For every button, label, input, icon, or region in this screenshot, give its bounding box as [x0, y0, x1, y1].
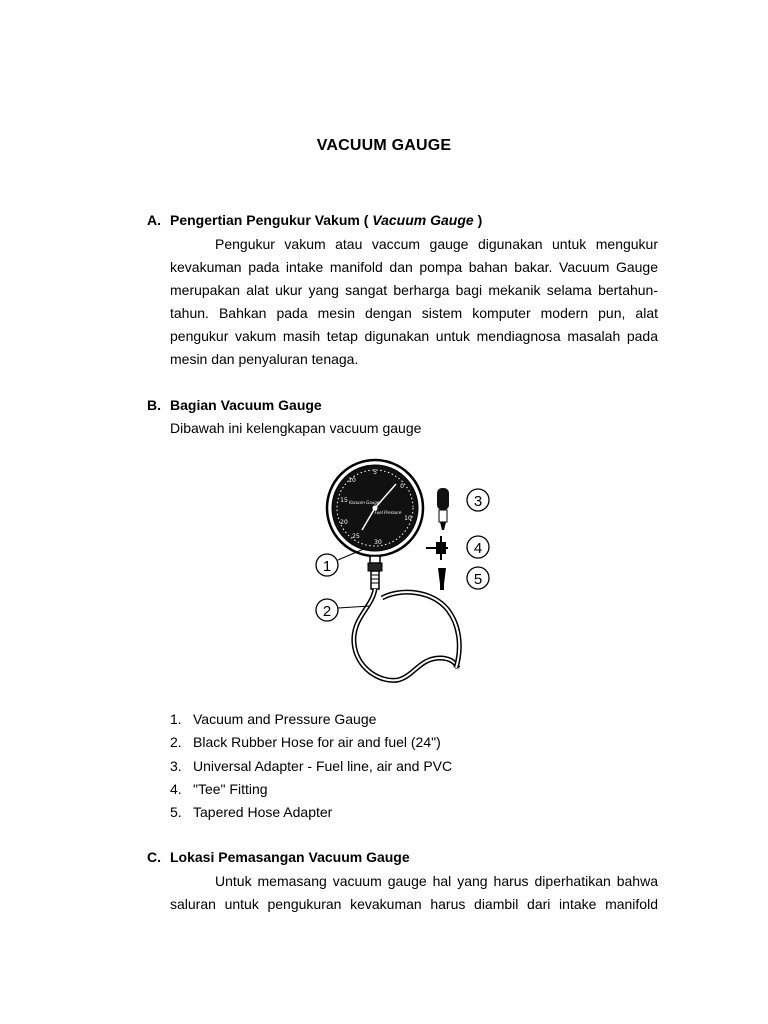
paragraph-line: Pengukur vakum atau vaccum gauge digunakan untuk mengukur [215, 236, 658, 252]
svg-text:4: 4 [473, 540, 483, 557]
dial-number: 10 [348, 477, 356, 484]
paragraph-line: pengukur vakum masih tetap digunakan untuk mendiagnosa masalah pada [170, 328, 658, 344]
gauge-dial [327, 460, 423, 556]
dial-number: 20 [340, 519, 348, 526]
dial-number: 25 [352, 533, 360, 540]
universal-adapter [437, 488, 449, 530]
tee-fitting [426, 536, 448, 560]
list-item: 1. Vacuum and Pressure Gauge [170, 711, 377, 727]
paragraph-line: Untuk memasang vacuum gauge hal yang harus diperhatikan bahwa [215, 873, 658, 889]
paragraph-line: tahun. Bahkan pada mesin dengan sistem komputer modern pun, alat [170, 305, 658, 321]
callout-3 [467, 489, 489, 511]
dial-label: Vacuum Gauge [348, 500, 380, 505]
tapered-hose-adapter [438, 568, 446, 590]
section-a-letter: A. [147, 212, 161, 228]
section-a-heading-italic: Vacuum Gauge [372, 212, 474, 228]
paragraph-line: merupakan alat ukur yang sangat berharga bagi mekanik selama bertahun- [170, 282, 658, 298]
dial-number: 0 [400, 483, 404, 490]
list-item: 5. Tapered Hose Adapter [170, 804, 333, 821]
svg-text:5: 5 [473, 571, 483, 588]
dial-number: 5 [373, 469, 377, 476]
svg-text:3: 3 [473, 493, 483, 510]
section-b-letter: B. [147, 397, 161, 413]
list-item: 3. Universal Adapter - Fuel line, air and PVC [170, 757, 453, 774]
dial-number: 15 [340, 497, 348, 504]
section-b-heading [147, 397, 322, 413]
list-item: 2. Black Rubber Hose for air and fuel (24") [170, 734, 441, 751]
section-a-paragraph [170, 233, 658, 371]
paragraph-line: mesin dan penyaluran tenaga. [170, 351, 359, 367]
paragraph-line: kevakuman pada intake manifold dan pompa bahan bakar. Vacuum Gauge [170, 259, 658, 275]
paragraph-line: saluran untuk pengukuran kevakuman harus diambil dari intake manifold [170, 896, 658, 912]
section-b-intro: Dibawah ini kelengkapan vacuum gauge [170, 420, 422, 436]
dial-label: Fuel Pressure [374, 510, 402, 515]
callout-4 [467, 536, 489, 558]
page-title: VACUUM GAUGE [316, 137, 452, 154]
section-b-heading-text: Bagian Vacuum Gauge [170, 397, 322, 413]
section-c-letter: C. [147, 849, 161, 865]
parts-list [170, 708, 452, 824]
gauge-fitting [368, 556, 382, 589]
section-c-heading-text: Lokasi Pemasangan Vacuum Gauge [170, 849, 410, 865]
svg-text:1: 1 [322, 558, 332, 575]
section-a-heading [147, 212, 482, 228]
section-c-heading [147, 849, 410, 865]
svg-text:2: 2 [322, 603, 332, 620]
vacuum-gauge-figure [310, 458, 500, 690]
callout-5 [467, 567, 489, 589]
section-a-heading-prefix: Pengertian Pengukur Vakum ( [170, 212, 373, 228]
rubber-hose [354, 589, 459, 680]
section-a-heading-suffix: ) [473, 212, 483, 228]
dial-number: 30 [374, 539, 382, 546]
dial-number: 10 [404, 515, 412, 522]
list-item: 4. "Tee" Fitting [170, 780, 268, 797]
section-c-paragraph [170, 870, 658, 916]
